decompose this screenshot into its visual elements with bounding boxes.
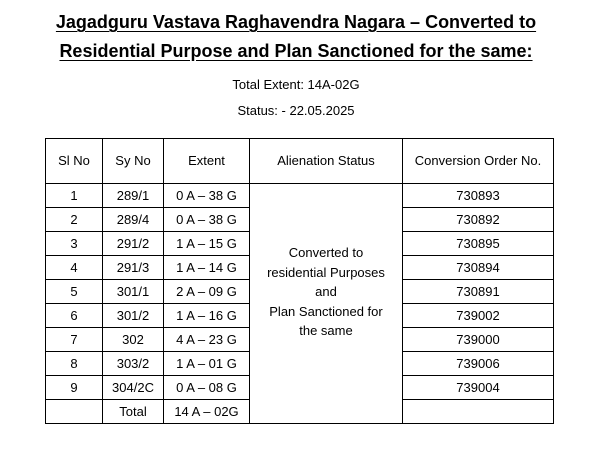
alienation-line: the same	[299, 323, 353, 338]
cell-sy-no: 304/2C	[103, 376, 164, 400]
table-row	[46, 184, 554, 208]
alienation-line: Plan Sanctioned for	[269, 303, 383, 319]
cell-extent: 2 A – 09 G	[164, 280, 250, 304]
cell-conversion-order: 730895	[403, 232, 554, 256]
cell-sl-no: 8	[46, 352, 103, 376]
cell-total-order-blank	[403, 400, 554, 424]
cell-total-alienation-blank	[250, 400, 403, 424]
cell-total-extent: 14 A – 02G	[164, 400, 250, 424]
alienation-line: residential Purposes	[267, 264, 385, 280]
cell-extent: 1 A – 16 G	[164, 304, 250, 328]
cell-conversion-order: 739006	[403, 352, 554, 376]
cell-sl-no: 7	[46, 328, 103, 352]
cell-conversion-order: 739000	[403, 328, 554, 352]
total-extent-text: Total Extent: 14A-02G	[232, 77, 360, 92]
cell-sl-no: 2	[46, 208, 103, 232]
header-conversion-order: Conversion Order No.	[403, 139, 554, 184]
total-row	[46, 400, 554, 424]
status-text: Status: - 22.05.2025	[237, 103, 355, 118]
cell-alienation-status	[250, 184, 403, 400]
cell-conversion-order: 739002	[403, 304, 554, 328]
header-alienation-status: Alienation Status	[250, 139, 403, 184]
cell-extent: 0 A – 08 G	[164, 376, 250, 400]
table-header-row	[46, 139, 554, 184]
cell-conversion-order: 730892	[403, 208, 554, 232]
cell-sy-no: 289/1	[103, 184, 164, 208]
cell-conversion-order: 739004	[403, 376, 554, 400]
title-line-1: Jagadguru Vastava Raghavendra Nagara – Converted to	[55, 12, 537, 32]
cell-sl-no: 6	[46, 304, 103, 328]
cell-extent: 1 A – 14 G	[164, 256, 250, 280]
alienation-line: Converted to	[288, 245, 364, 260]
cell-extent: 1 A – 01 G	[164, 352, 250, 376]
cell-extent: 0 A – 38 G	[164, 208, 250, 232]
cell-sy-no: 291/2	[103, 232, 164, 256]
cell-extent: 4 A – 23 G	[164, 328, 250, 352]
cell-sy-no: 289/4	[103, 208, 164, 232]
page-title	[0, 8, 592, 66]
cell-total-sl-blank	[46, 400, 103, 424]
cell-total-label: Total	[103, 400, 164, 424]
header-sl-no: Sl No	[46, 139, 103, 184]
cell-sl-no: 4	[46, 256, 103, 280]
cell-conversion-order: 730894	[403, 256, 554, 280]
cell-sy-no: 301/1	[103, 280, 164, 304]
header-sy-no: Sy No	[103, 139, 164, 184]
cell-conversion-order: 730893	[403, 184, 554, 208]
cell-sl-no: 5	[46, 280, 103, 304]
header-extent: Extent	[164, 139, 250, 184]
cell-sl-no: 1	[46, 184, 103, 208]
cell-conversion-order: 730891	[403, 280, 554, 304]
title-line-2: Residential Purpose and Plan Sanctioned for the same:	[59, 41, 533, 61]
conversion-table	[45, 138, 554, 424]
cell-sy-no: 291/3	[103, 256, 164, 280]
cell-sy-no: 303/2	[103, 352, 164, 376]
cell-sl-no: 9	[46, 376, 103, 400]
cell-sy-no: 302	[103, 328, 164, 352]
cell-extent: 0 A – 38 G	[164, 184, 250, 208]
cell-sl-no: 3	[46, 232, 103, 256]
cell-extent: 1 A – 15 G	[164, 232, 250, 256]
alienation-line: and	[315, 284, 337, 299]
cell-sy-no: 301/2	[103, 304, 164, 328]
